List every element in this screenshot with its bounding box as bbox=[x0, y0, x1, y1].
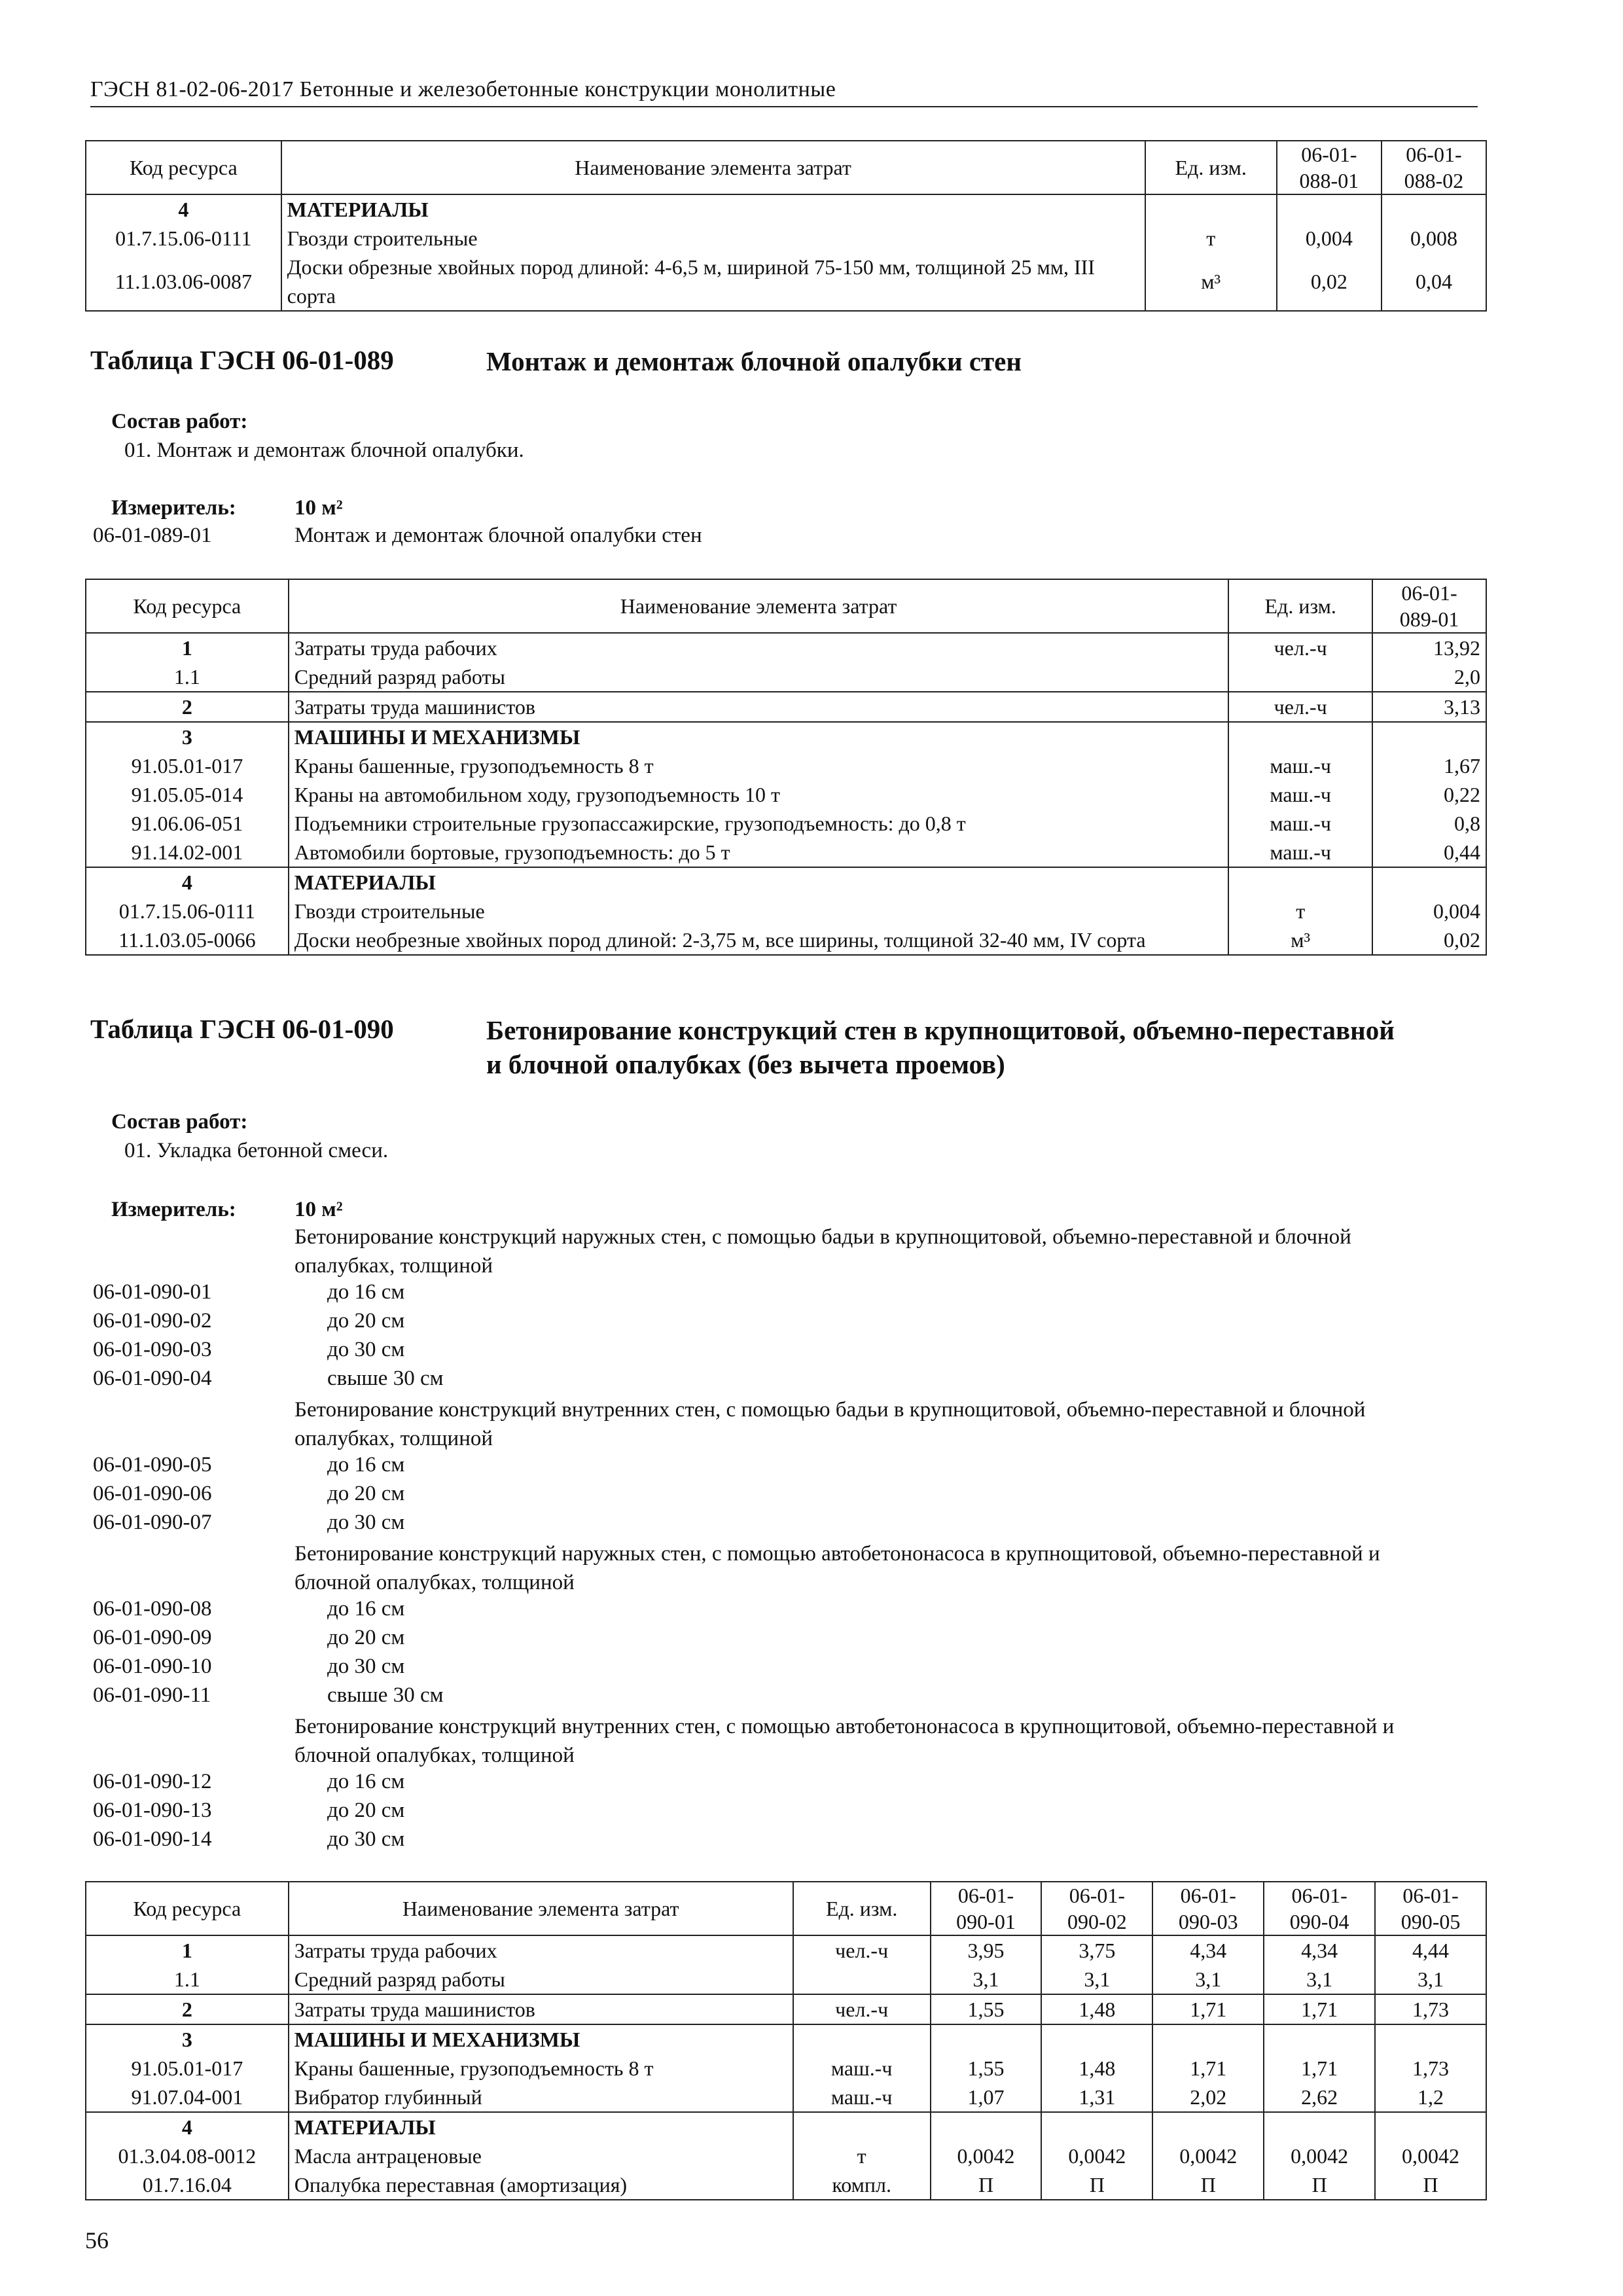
table-cell: МАШИНЫ И МЕХАНИЗМЫ bbox=[289, 2024, 793, 2054]
table-cell: 2,02 bbox=[1152, 2083, 1264, 2112]
norm-code: 06-01-090-07 bbox=[93, 1511, 212, 1534]
table-cell: Доски необрезные хвойных пород длиной: 2-3,75 м, все ширины, толщиной 32-40 мм, IV сорта bbox=[289, 925, 1228, 955]
table-cell: 13,92 bbox=[1372, 633, 1486, 662]
table-cell: 3 bbox=[86, 722, 289, 751]
table-cell bbox=[1372, 722, 1486, 751]
table-row bbox=[86, 2083, 1486, 2112]
table-cell: 0,0042 bbox=[1264, 2142, 1375, 2170]
table-cell bbox=[1228, 662, 1372, 692]
norm-code: 06-01-090-01 bbox=[93, 1280, 212, 1304]
table-cell: маш.-ч bbox=[1228, 780, 1372, 809]
table-cell: м³ bbox=[1228, 925, 1372, 955]
column-header: 06-01- 090-05 bbox=[1375, 1882, 1486, 1935]
norm-group-description: Бетонирование конструкций внутренних стен, с помощью бадьи в крупнощитовой, объемно-переставной и блочной опалубках, толщиной bbox=[294, 1398, 1366, 1450]
table-cell: 0,04 bbox=[1382, 253, 1486, 311]
table-cell: 1,73 bbox=[1375, 1994, 1486, 2024]
table-row bbox=[86, 2142, 1486, 2170]
table-cell: маш.-ч bbox=[1228, 838, 1372, 867]
table-cell: 3,1 bbox=[1264, 1965, 1375, 1994]
table-cell bbox=[793, 1965, 931, 1994]
table-cell: Краны башенные, грузоподъемность 8 т bbox=[289, 751, 1228, 780]
norm-code: 06-01-090-02 bbox=[93, 1309, 212, 1333]
table-cell: 3,1 bbox=[931, 1965, 1042, 1994]
table-cell: Доски обрезные хвойных пород длиной: 4-6,5 м, шириной 75-150 мм, толщиной 25 мм, III сорта bbox=[281, 253, 1145, 311]
table-cell: 91.05.05-014 bbox=[86, 780, 289, 809]
norm-thickness: до 16 см bbox=[327, 1453, 405, 1477]
norm-code: 06-01-090-11 bbox=[93, 1683, 211, 1707]
table-cell bbox=[1145, 194, 1277, 224]
table-row bbox=[86, 2170, 1486, 2200]
table-cell: П bbox=[1375, 2170, 1486, 2200]
meter-value: 10 м² bbox=[294, 496, 343, 520]
norm-group-description: Бетонирование конструкций наружных стен, с помощью бадьи в крупнощитовой, объемно-переставной и блочной опалубках, толщиной bbox=[294, 1225, 1351, 1278]
meter-label: Измеритель: bbox=[111, 496, 236, 520]
column-header: 06-01- 088-02 bbox=[1382, 141, 1486, 194]
table-cell: 1,71 bbox=[1264, 2054, 1375, 2083]
table-cell: 1,73 bbox=[1375, 2054, 1486, 2083]
table-cell: 0,22 bbox=[1372, 780, 1486, 809]
table-cell: маш.-ч bbox=[1228, 809, 1372, 838]
table-cell: Автомобили бортовые, грузоподъемность: до 5 т bbox=[289, 838, 1228, 867]
table-number: Таблица ГЭСН 06-01-089 bbox=[90, 345, 394, 375]
table-cell: П bbox=[1264, 2170, 1375, 2200]
table-cell: 0,004 bbox=[1372, 897, 1486, 925]
column-header: Ед. изм. bbox=[1228, 579, 1372, 633]
table-cell bbox=[793, 2024, 931, 2054]
table-cell: 4,34 bbox=[1264, 1935, 1375, 1965]
column-header: Наименование элемента затрат bbox=[289, 579, 1228, 633]
table-row bbox=[86, 662, 1486, 692]
norm-code: 06-01-090-10 bbox=[93, 1655, 212, 1678]
table-row bbox=[86, 633, 1486, 662]
table-cell: 4 bbox=[86, 867, 289, 897]
table-row bbox=[86, 925, 1486, 955]
table-title: Монтаж и демонтаж блочной опалубки стен bbox=[486, 346, 1022, 376]
table-cell: Гвозди строительные bbox=[281, 224, 1145, 253]
column-header: 06-01- 088-01 bbox=[1277, 141, 1382, 194]
table-cell: МАТЕРИАЛЫ bbox=[281, 194, 1145, 224]
table-cell: 01.7.15.06-0111 bbox=[86, 224, 281, 253]
table-cell: П bbox=[931, 2170, 1042, 2200]
norm-thickness: до 16 см bbox=[327, 1280, 405, 1304]
table-cell: 0,004 bbox=[1277, 224, 1382, 253]
norm-thickness: свыше 30 см bbox=[327, 1367, 444, 1390]
table-cell: 3,75 bbox=[1041, 1935, 1152, 1965]
table-cell: Средний разряд работы bbox=[289, 1965, 793, 1994]
table-cell: Средний разряд работы bbox=[289, 662, 1228, 692]
table-number: Таблица ГЭСН 06-01-090 bbox=[90, 1014, 394, 1044]
table-cell: 2,0 bbox=[1372, 662, 1486, 692]
norm-code: 06-01-090-13 bbox=[93, 1799, 212, 1822]
table-cell: 3,95 bbox=[931, 1935, 1042, 1965]
table-cell: Затраты труда машинистов bbox=[289, 1994, 793, 2024]
table-cell bbox=[1152, 2024, 1264, 2054]
norm-description: Монтаж и демонтаж блочной опалубки стен bbox=[294, 524, 702, 547]
table-cell: 0,44 bbox=[1372, 838, 1486, 867]
table-row bbox=[86, 692, 1486, 722]
norm-thickness: до 30 см bbox=[327, 1655, 405, 1678]
column-header: Код ресурса bbox=[86, 579, 289, 633]
table-cell: 1,31 bbox=[1041, 2083, 1152, 2112]
table-cell: 11.1.03.05-0066 bbox=[86, 925, 289, 955]
table-cell bbox=[1264, 2112, 1375, 2142]
norm-thickness: до 20 см bbox=[327, 1626, 405, 1649]
norm-thickness: до 20 см bbox=[327, 1309, 405, 1333]
table-cell: Затраты труда рабочих bbox=[289, 633, 1228, 662]
table-cell: Краны на автомобильном ходу, грузоподъемность 10 т bbox=[289, 780, 1228, 809]
norm-group-description: Бетонирование конструкций наружных стен, с помощью автобетононасоса в крупнощитовой, объемно-переставной и блочной опалубках, толщиной bbox=[294, 1542, 1380, 1594]
table-cell: 1,71 bbox=[1264, 1994, 1375, 2024]
table-cell: 3 bbox=[86, 2024, 289, 2054]
section-heading-089 bbox=[90, 344, 1022, 376]
table-cell: 2,62 bbox=[1264, 2083, 1375, 2112]
table-cell: 91.05.01-017 bbox=[86, 751, 289, 780]
table-header-row bbox=[86, 579, 1486, 633]
table-cell: 0,0042 bbox=[931, 2142, 1042, 2170]
work-item: 01. Монтаж и демонтаж блочной опалубки. bbox=[124, 439, 524, 462]
table-cell: 1,48 bbox=[1041, 2054, 1152, 2083]
table-row bbox=[86, 224, 1486, 253]
meter-label: Измеритель: bbox=[111, 1198, 236, 1221]
norm-code: 06-01-089-01 bbox=[93, 524, 212, 547]
table-row bbox=[86, 897, 1486, 925]
norm-code: 06-01-090-09 bbox=[93, 1626, 212, 1649]
table-row bbox=[86, 751, 1486, 780]
norm-group-description: Бетонирование конструкций внутренних стен, с помощью автобетононасоса в крупнощитовой, объемно-переставной и блочной опалубках, толщиной bbox=[294, 1715, 1395, 1767]
table-cell: 1,07 bbox=[931, 2083, 1042, 2112]
table-cell: Масла антраценовые bbox=[289, 2142, 793, 2170]
table-cell: МАШИНЫ И МЕХАНИЗМЫ bbox=[289, 722, 1228, 751]
table-cell: 2 bbox=[86, 692, 289, 722]
work-composition-label: Состав работ: bbox=[111, 410, 248, 433]
work-composition-label: Состав работ: bbox=[111, 1110, 248, 1134]
table-row bbox=[86, 2024, 1486, 2054]
table-cell: 1,55 bbox=[931, 1994, 1042, 2024]
table-header-row bbox=[86, 141, 1486, 194]
table-cell: 1,67 bbox=[1372, 751, 1486, 780]
work-item: 01. Укладка бетонной смеси. bbox=[124, 1139, 389, 1162]
column-header: 06-01- 090-02 bbox=[1041, 1882, 1152, 1935]
column-header: Наименование элемента затрат bbox=[281, 141, 1145, 194]
table-cell: 0,0042 bbox=[1152, 2142, 1264, 2170]
table-cell bbox=[1382, 194, 1486, 224]
table-cell bbox=[1041, 2024, 1152, 2054]
norm-thickness: до 30 см bbox=[327, 1338, 405, 1361]
column-header: Код ресурса bbox=[86, 141, 281, 194]
table-cell: т bbox=[793, 2142, 931, 2170]
table-cell: 0,0042 bbox=[1041, 2142, 1152, 2170]
table-cell: 01.3.04.08-0012 bbox=[86, 2142, 289, 2170]
table-cell: Вибратор глубинный bbox=[289, 2083, 793, 2112]
norm-thickness: до 20 см bbox=[327, 1482, 405, 1505]
column-header: 06-01- 090-03 bbox=[1152, 1882, 1264, 1935]
table-cell: 3,1 bbox=[1041, 1965, 1152, 1994]
table-cell bbox=[1277, 194, 1382, 224]
table-cell bbox=[793, 2112, 931, 2142]
norm-thickness: до 20 см bbox=[327, 1799, 405, 1822]
table-cell: маш.-ч bbox=[793, 2054, 931, 2083]
table-cell: 91.06.06-051 bbox=[86, 809, 289, 838]
table-cell: маш.-ч bbox=[1228, 751, 1372, 780]
table-cell: 1,2 bbox=[1375, 2083, 1486, 2112]
table-row bbox=[86, 253, 1486, 311]
table-cell: м³ bbox=[1145, 253, 1277, 311]
table-cell: 4,34 bbox=[1152, 1935, 1264, 1965]
norm-thickness: до 30 см bbox=[327, 1827, 405, 1851]
table-row bbox=[86, 1994, 1486, 2024]
table-cell bbox=[931, 2024, 1042, 2054]
table-cell bbox=[1372, 867, 1486, 897]
norm-thickness: свыше 30 см bbox=[327, 1683, 444, 1707]
table-row bbox=[86, 1935, 1486, 1965]
running-header: ГЭСН 81-02-06-2017 Бетонные и железобетонные конструкции монолитные bbox=[90, 77, 1478, 107]
norm-code: 06-01-090-06 bbox=[93, 1482, 212, 1505]
table-cell: 4,44 bbox=[1375, 1935, 1486, 1965]
cost-table-088 bbox=[85, 140, 1487, 312]
cost-table-089 bbox=[85, 579, 1487, 956]
table-row bbox=[86, 780, 1486, 809]
table-row bbox=[86, 722, 1486, 751]
table-cell: 11.1.03.06-0087 bbox=[86, 253, 281, 311]
table-cell: Затраты труда рабочих bbox=[289, 1935, 793, 1965]
table-cell: Подъемники строительные грузопассажирские, грузоподъемность: до 0,8 т bbox=[289, 809, 1228, 838]
table-cell: 1,55 bbox=[931, 2054, 1042, 2083]
table-cell: чел.-ч bbox=[1228, 633, 1372, 662]
table-cell: т bbox=[1228, 897, 1372, 925]
norm-code: 06-01-090-03 bbox=[93, 1338, 212, 1361]
table-cell bbox=[1228, 867, 1372, 897]
norm-code: 06-01-090-05 bbox=[93, 1453, 212, 1477]
table-row bbox=[86, 838, 1486, 867]
table-row bbox=[86, 1965, 1486, 1994]
column-header: Код ресурса bbox=[86, 1882, 289, 1935]
column-header: Наименование элемента затрат bbox=[289, 1882, 793, 1935]
table-row bbox=[86, 867, 1486, 897]
table-cell: 1.1 bbox=[86, 662, 289, 692]
table-cell bbox=[1375, 2024, 1486, 2054]
table-cell: 1 bbox=[86, 1935, 289, 1965]
table-cell: МАТЕРИАЛЫ bbox=[289, 2112, 793, 2142]
table-cell: чел.-ч bbox=[1228, 692, 1372, 722]
table-cell: 1,48 bbox=[1041, 1994, 1152, 2024]
table-cell: 01.7.15.06-0111 bbox=[86, 897, 289, 925]
table-cell: 0,8 bbox=[1372, 809, 1486, 838]
column-header: Ед. изм. bbox=[793, 1882, 931, 1935]
table-cell: Затраты труда машинистов bbox=[289, 692, 1228, 722]
norm-code: 06-01-090-14 bbox=[93, 1827, 212, 1851]
table-title: Бетонирование конструкций стен в крупнощитовой, объемно-переставной и блочной опалубках (без вычета проемов) bbox=[486, 1015, 1395, 1079]
table-cell: 3,1 bbox=[1152, 1965, 1264, 1994]
norm-code: 06-01-090-08 bbox=[93, 1597, 212, 1621]
table-cell: 1.1 bbox=[86, 1965, 289, 1994]
table-cell: 1,71 bbox=[1152, 1994, 1264, 2024]
table-cell: чел.-ч bbox=[793, 1935, 931, 1965]
column-header: 06-01- 090-01 bbox=[931, 1882, 1042, 1935]
table-cell: 0,0042 bbox=[1375, 2142, 1486, 2170]
column-header: 06-01- 090-04 bbox=[1264, 1882, 1375, 1935]
table-cell bbox=[1375, 2112, 1486, 2142]
norm-thickness: до 30 см bbox=[327, 1511, 405, 1534]
table-row bbox=[86, 809, 1486, 838]
table-cell: 0,008 bbox=[1382, 224, 1486, 253]
table-cell bbox=[1152, 2112, 1264, 2142]
cost-table-090 bbox=[85, 1881, 1487, 2200]
table-cell: компл. bbox=[793, 2170, 931, 2200]
table-cell bbox=[1228, 722, 1372, 751]
table-cell: 3,1 bbox=[1375, 1965, 1486, 1994]
table-cell: 1 bbox=[86, 633, 289, 662]
norm-code: 06-01-090-04 bbox=[93, 1367, 212, 1390]
table-cell: МАТЕРИАЛЫ bbox=[289, 867, 1228, 897]
table-row bbox=[86, 194, 1486, 224]
table-cell: 3,13 bbox=[1372, 692, 1486, 722]
norm-thickness: до 16 см bbox=[327, 1770, 405, 1793]
table-cell: 91.05.01-017 bbox=[86, 2054, 289, 2083]
table-cell: Опалубка переставная (амортизация) bbox=[289, 2170, 793, 2200]
table-cell bbox=[1041, 2112, 1152, 2142]
table-cell: Гвозди строительные bbox=[289, 897, 1228, 925]
table-cell: чел.-ч bbox=[793, 1994, 931, 2024]
table-cell: Краны башенные, грузоподъемность 8 т bbox=[289, 2054, 793, 2083]
table-cell: П bbox=[1152, 2170, 1264, 2200]
table-cell: 0,02 bbox=[1277, 253, 1382, 311]
table-header-row bbox=[86, 1882, 1486, 1935]
table-cell bbox=[1264, 2024, 1375, 2054]
table-cell: 1,71 bbox=[1152, 2054, 1264, 2083]
table-cell: 4 bbox=[86, 194, 281, 224]
table-row bbox=[86, 2054, 1486, 2083]
table-cell bbox=[931, 2112, 1042, 2142]
table-cell: 91.14.02-001 bbox=[86, 838, 289, 867]
norm-code: 06-01-090-12 bbox=[93, 1770, 212, 1793]
page-number: 56 bbox=[85, 2227, 109, 2253]
table-cell: маш.-ч bbox=[793, 2083, 931, 2112]
table-row bbox=[86, 2112, 1486, 2142]
table-cell: П bbox=[1041, 2170, 1152, 2200]
table-cell: т bbox=[1145, 224, 1277, 253]
column-header: 06-01- 089-01 bbox=[1372, 579, 1486, 633]
table-cell: 91.07.04-001 bbox=[86, 2083, 289, 2112]
table-cell: 01.7.16.04 bbox=[86, 2170, 289, 2200]
meter-value: 10 м² bbox=[294, 1198, 343, 1221]
table-cell: 2 bbox=[86, 1994, 289, 2024]
table-cell: 0,02 bbox=[1372, 925, 1486, 955]
norm-thickness: до 16 см bbox=[327, 1597, 405, 1621]
column-header: Ед. изм. bbox=[1145, 141, 1277, 194]
section-heading-090 bbox=[90, 1013, 1395, 1079]
table-cell: 4 bbox=[86, 2112, 289, 2142]
